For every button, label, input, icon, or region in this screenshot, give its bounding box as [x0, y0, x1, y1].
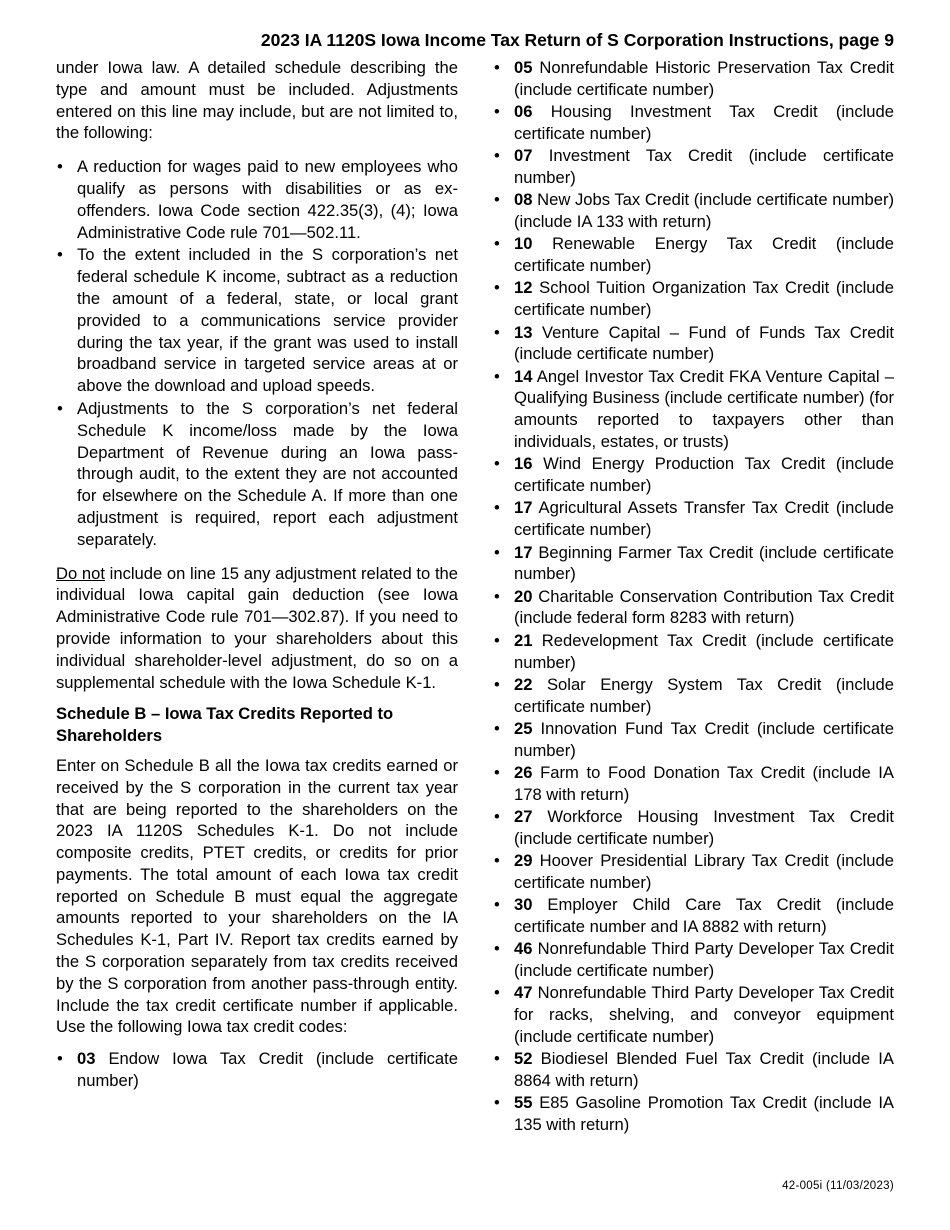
credit-text: Employer Child Care Tax Credit (include certificate number and IA 8882 with return)	[514, 895, 894, 937]
right-credit-list	[493, 57, 894, 1136]
credit-text: Angel Investor Tax Credit FKA Venture Capital – Qualifying Business (include certificate number) (for amounts reported to taxpayers other than individuals, estates, or trusts)	[514, 366, 894, 452]
credit-text: Charitable Conservation Contribution Tax Credit (include federal form 8283 with return)	[514, 586, 894, 628]
credit-item	[493, 674, 894, 718]
credit-text: Investment Tax Credit (include certificate number)	[514, 146, 894, 187]
credit-item	[493, 145, 894, 189]
credit-code: 52	[514, 1049, 533, 1069]
credit-code: 14	[514, 366, 533, 386]
credit-text: Housing Investment Tax Credit (include certificate number)	[514, 102, 894, 143]
credit-code: 55	[514, 1093, 533, 1113]
credit-code: 12	[514, 278, 533, 298]
right-column	[493, 57, 894, 1148]
credit-code: 03	[77, 1049, 96, 1069]
credit-text: New Jobs Tax Credit (include certificate number) (include IA 133 with return)	[514, 190, 894, 232]
left-column	[56, 57, 458, 1104]
credit-item	[493, 586, 894, 630]
credit-item	[493, 762, 894, 806]
credit-code: 16	[514, 454, 533, 474]
do-not-paragraph	[56, 563, 458, 694]
credit-code: 46	[514, 939, 533, 959]
do-not-emphasis: Do not	[56, 563, 105, 583]
credit-text: Nonrefundable Third Party Developer Tax Credit for racks, shelving, and conveyor equipment (include certificate number)	[514, 983, 894, 1047]
credit-code: 47	[514, 983, 533, 1003]
credit-code: 22	[514, 674, 533, 694]
do-not-text: include on line 15 any adjustment related to the individual Iowa capital gain deduction (see Iowa Administrative Code rule 701—302.87). If you need to provide information to your shareholders about this individual shareholder-level adjustment, do so on a supplemental schedule with the Iowa Schedule K-1.	[56, 563, 459, 692]
credit-item	[493, 277, 894, 321]
credit-item	[493, 233, 894, 277]
credit-text: Beginning Farmer Tax Credit (include certificate number)	[514, 542, 894, 584]
credit-code: 06	[514, 102, 533, 122]
credit-text: Nonrefundable Third Party Developer Tax Credit (include certificate number)	[514, 939, 894, 981]
credit-code: 17	[514, 542, 533, 562]
adjustment-item: • A reduction for wages paid to new employees who qualify as persons with disabilities or as ex-offenders. Iowa Code section 422.35(3), (4); Iowa Administrative Code rule 701—502.11.	[56, 156, 458, 243]
page-header: 2023 IA 1120S Iowa Income Tax Return of S Corporation Instructions, page 9	[260, 30, 894, 50]
credit-text: Solar Energy System Tax Credit (include certificate number)	[514, 674, 894, 716]
credit-code: 05	[514, 58, 533, 77]
section-heading: Schedule B – Iowa Tax Credits Reported to Shareholders	[56, 704, 394, 746]
credit-code: 26	[514, 763, 533, 782]
credit-item	[56, 1048, 458, 1092]
credit-text: Biodiesel Blended Fuel Tax Credit (include IA 8864 with return)	[514, 1049, 894, 1091]
credit-text: Wind Energy Production Tax Credit (include certificate number)	[514, 454, 894, 496]
credit-item	[493, 938, 894, 982]
adjustment-item: • Adjustments to the S corporation’s net federal Schedule K income/loss made by the Iowa Department of Revenue during an Iowa pass-through audit, to the extent they are not accounted for elsewhere on the Schedule A. If more than one adjustment is required, report each adjustment separately.	[56, 398, 458, 551]
credit-text: Renewable Energy Tax Credit (include certificate number)	[514, 234, 894, 276]
credit-item	[493, 630, 894, 674]
credit-item	[493, 497, 894, 541]
credit-item	[493, 101, 894, 145]
credit-code: 10	[514, 234, 533, 254]
credit-code: 30	[514, 895, 533, 915]
credit-item	[493, 982, 894, 1047]
credit-item	[493, 322, 894, 366]
credit-text: Endow Iowa Tax Credit (include certificate number)	[77, 1049, 458, 1091]
credit-text: Nonrefundable Historic Preservation Tax Credit (include certificate number)	[514, 58, 894, 99]
credit-item	[493, 718, 894, 762]
credit-item	[493, 542, 894, 586]
schedule-b-paragraph: Enter on Schedule B all the Iowa tax credits earned or received by the S corporation in the current tax year that are being reported to the shareholders on the 2023 IA 1120S Schedules K-1. Do not include composite credits, PTET credits, or credits for prior payments. The total amount of each Iowa tax credit reported on Schedule B must equal the aggregate amounts reported to your shareholders on the IA Schedules K-1, Part IV. Report tax credits earned by the S corporation separately from tax credits received by the S corporation from another pass-through entity. Include the tax credit certificate number if applicable. Use the following Iowa tax credit codes:	[56, 755, 458, 1037]
credit-text: Redevelopment Tax Credit (include certificate number)	[514, 630, 894, 672]
credit-item	[493, 453, 894, 497]
credit-code: 27	[514, 807, 533, 827]
left-credit-list	[56, 1048, 458, 1092]
credit-text: Workforce Housing Investment Tax Credit (include certificate number)	[514, 807, 894, 848]
credit-item	[493, 850, 894, 894]
form-id: 42-005i (11/03/2023)	[782, 1180, 894, 1192]
intro-paragraph: under Iowa law. A detailed schedule describing the type and amount must be included. Adjustments entered on this line may include, but are not limited to, the following:	[56, 58, 458, 143]
credit-code: 25	[514, 718, 533, 738]
credit-code: 21	[514, 630, 533, 650]
credit-item	[493, 1048, 894, 1092]
credit-code: 29	[514, 851, 533, 871]
adjustment-list	[56, 156, 458, 550]
credit-code: 17	[514, 498, 533, 518]
credit-text: Hoover Presidential Library Tax Credit (include certificate number)	[514, 851, 894, 892]
credit-code: 13	[514, 322, 533, 342]
credit-text: Venture Capital – Fund of Funds Tax Credit (include certificate number)	[514, 322, 894, 364]
credit-item	[493, 806, 894, 850]
credit-item	[493, 189, 894, 233]
credit-code: 20	[514, 586, 533, 606]
credit-item	[493, 1092, 894, 1136]
credit-text: Agricultural Assets Transfer Tax Credit (include certificate number)	[514, 498, 894, 540]
credit-item	[493, 366, 894, 453]
credit-item	[493, 57, 894, 101]
credit-text: Farm to Food Donation Tax Credit (include IA 178 with return)	[514, 763, 894, 804]
credit-text: School Tuition Organization Tax Credit (include certificate number)	[514, 278, 894, 320]
credit-code: 07	[514, 146, 533, 166]
credit-text: Innovation Fund Tax Credit (include certificate number)	[514, 718, 894, 760]
credit-text: E85 Gasoline Promotion Tax Credit (include IA 135 with return)	[514, 1093, 894, 1135]
credit-code: 08	[514, 190, 533, 210]
adjustment-item: • To the extent included in the S corporation’s net federal schedule K income, subtract as a reduction the amount of a federal, state, or local grant provided to a communications service provider during the tax year, if the grant was used to install broadband service in targeted service areas at or above the download and upload speeds.	[56, 244, 458, 397]
credit-item	[493, 894, 894, 938]
